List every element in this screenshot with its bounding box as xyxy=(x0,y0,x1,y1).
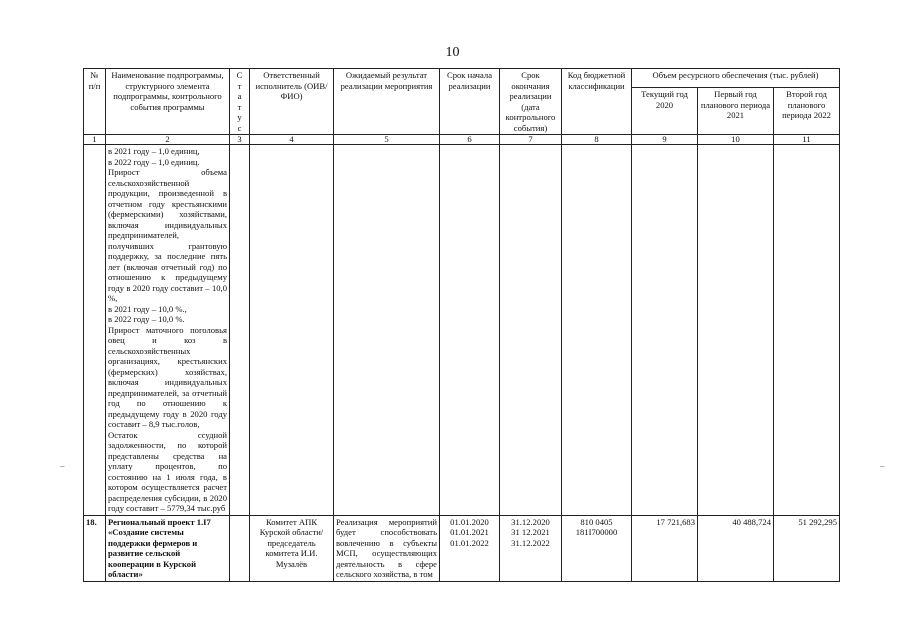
col-number: 10 xyxy=(698,135,774,145)
end-date: 31.12.2022 xyxy=(511,537,550,548)
start-dates xyxy=(440,515,500,581)
table-row xyxy=(84,515,840,581)
indicator-line: в 2022 году – 10,0 %. xyxy=(108,314,185,324)
responsible-executor: Комитет АПК Курской области/ председатель комитета И.И. Музалёв xyxy=(250,515,334,581)
header-year-second: Второй год планового периода 2022 xyxy=(774,88,840,135)
col-number: 9 xyxy=(632,135,698,145)
indicator-line: в 2021 году – 10,0 %., xyxy=(108,303,187,314)
end-dates xyxy=(500,515,562,581)
budget-code-line: 810 0405 xyxy=(580,516,613,527)
expected-result: Реализация мероприятий будет способствовать вовлечению в субъекты МСП, осуществляющих деятельность в сфере сельского хозяйства, в том xyxy=(334,515,440,581)
continuation-row xyxy=(84,145,840,516)
col-number: 5 xyxy=(334,135,440,145)
indicator-line: Прирост маточного поголовья овец и коз в сельскохозяйственных организациях, крестьянских (фермерских) хозяйствах, включая индивидуальных предпринимателей, за отчетный год по отношению к предыдущему году в 2020 году составит – 8,9 тыс.голов, xyxy=(108,324,227,429)
amount-2020: 17 721,683 xyxy=(632,515,698,581)
col-number: 4 xyxy=(250,135,334,145)
amount-2021: 40 488,724 xyxy=(698,515,774,581)
start-date: 01.01.2021 xyxy=(450,527,489,537)
indicator-line: в 2022 году – 1,0 единиц. xyxy=(108,156,200,167)
header-result: Ожидаемый результат реализации мероприятия xyxy=(334,69,440,135)
page-number: 10 xyxy=(445,45,460,60)
header-name: Наименование подпрограммы, структурного элемента подпрограммы, контрольного события программы xyxy=(106,69,230,135)
end-date: 31 12.2021 xyxy=(511,527,550,537)
header-status: С т а т у с xyxy=(230,69,250,135)
col-number: 2 xyxy=(106,135,230,145)
row-number: 18. xyxy=(84,515,106,581)
resource-table xyxy=(83,68,840,582)
header-code: Код бюджетной классификации xyxy=(562,69,632,135)
header-start: Срок начала реализации xyxy=(440,69,500,135)
start-date: 01.01.2020 xyxy=(450,516,489,527)
end-date: 31.12.2020 xyxy=(511,516,550,527)
header-resources: Объем ресурсного обеспечения (тыс. рублей) xyxy=(632,69,840,88)
col-number: 8 xyxy=(562,135,632,145)
amount-2022: 51 292,295 xyxy=(774,515,840,581)
col-number: 1 xyxy=(84,135,106,145)
header-responsible: Ответственный исполнитель (ОИВ/ФИО) xyxy=(250,69,334,135)
indicator-line: Остаток ссудной задолженности, по которой представлены средства на уплату процентов, по состоянию на 1 июля года, в котором осуществляется расчет распределения субсидии, в 2020 году составит – 5779,34 тыс.руб xyxy=(108,429,227,513)
col-number: 11 xyxy=(774,135,840,145)
indicators-cell xyxy=(106,145,230,516)
margin-mark-left: – xyxy=(60,461,65,471)
col-number: 6 xyxy=(440,135,500,145)
start-date: 01.01.2022 xyxy=(450,537,489,548)
indicator-line: Прирост объема сельскохозяйственной продукции, произведенной в отчетном году крестьянскими (фермерскими) хозяйствами, включая индивидуальных предпринимателей, получивших грантовую поддержку, за последние пять лет (включая отчетный год) по отношению к предыдущему году в 2020 году составит – 10,0 %, xyxy=(108,167,227,303)
header-year-current: Текущий год 2020 xyxy=(632,88,698,135)
indicator-line: в 2021 году – 1,0 единиц, xyxy=(108,146,200,156)
header-num: № п/п xyxy=(84,69,106,135)
margin-mark-right: – xyxy=(880,461,885,471)
col-number: 7 xyxy=(500,135,562,145)
budget-code-line: 181I700000 xyxy=(575,527,618,537)
project-name: Региональный проект 1.I7 «Создание системы поддержки фермеров и развитие сельской кооперации в Курской области» xyxy=(106,515,230,581)
col-number: 3 xyxy=(230,135,250,145)
header-year-first: Первый год планового периода 2021 xyxy=(698,88,774,135)
header-end: Срок окончания реализации (дата контрольного события) xyxy=(500,69,562,135)
budget-code xyxy=(562,515,632,581)
